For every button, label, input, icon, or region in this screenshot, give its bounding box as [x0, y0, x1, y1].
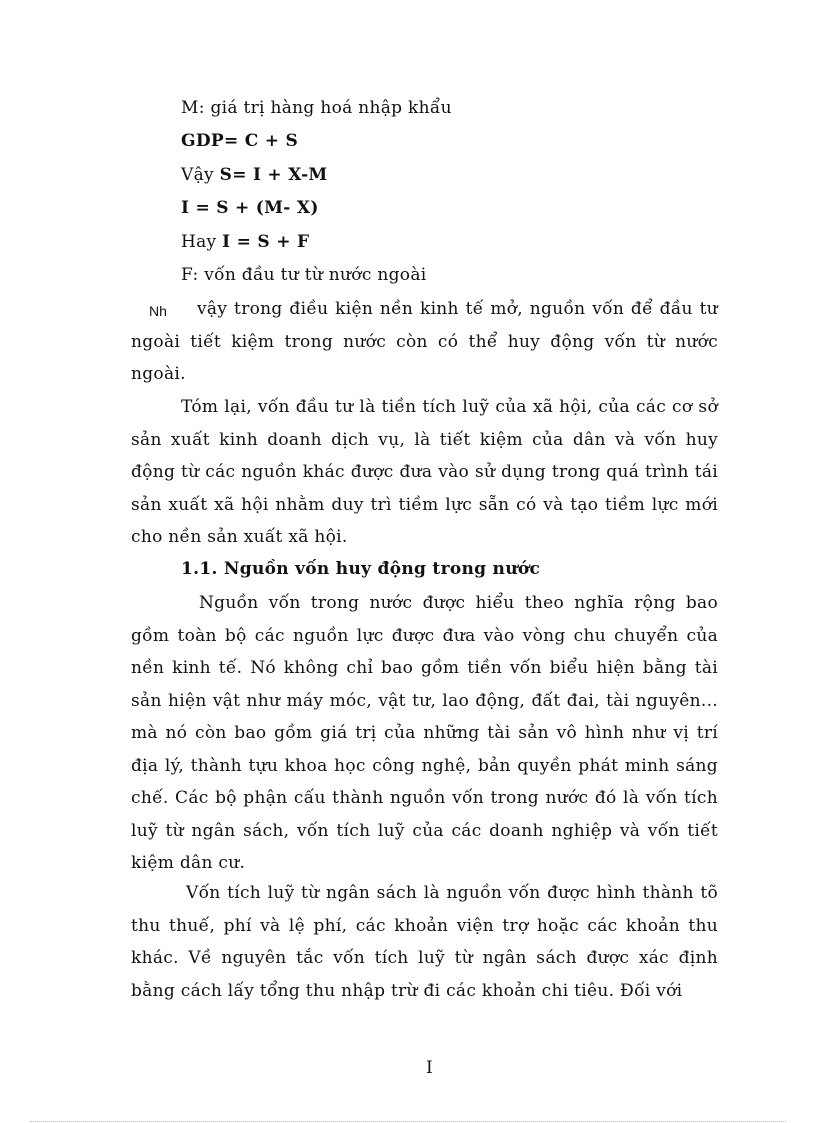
formula-m-definition: M: giá trị hàng hoá nhập khẩu	[181, 98, 452, 118]
paragraph-summary: Tóm lại, vốn đầu tư là tiền tích luỹ của xã hội, của các cơ sở sản xuất kinh doanh dịch vụ, là tiết kiệm của dân và vốn huy động từ các nguồn khác được đưa vào sử dụng trong quá trình tái sản xuất xã hội nhằm duy trì tiềm lực sẵn có và tạo tiềm lực mới cho nền sản xuất xã hội.	[131, 397, 718, 547]
formula-hay	[181, 231, 309, 253]
formula-vay-prefix: Vậy	[181, 165, 220, 185]
paragraph-domestic-capital: Nguồn vốn trong nước được hiểu theo nghĩa rộng bao gồm toàn bộ các nguồn lực được đưa vào vòng chu chuyển của nền kinh tế. Nó không chỉ bao gồm tiền vốn biểu hiện bằng tài sản hiện vật như máy móc, vật tư, lao động, đất đai, tài nguyên... mà nó còn bao gồm giá trị của những tài sản vô hình như vị trí địa lý, thành tựu khoa học công nghệ, bản quyền phát minh sáng chế. Các bộ phận cấu thành nguồn vốn trong nước đó là vốn tích luỹ từ ngân sách, vốn tích luỹ của các doanh nghiệp và vốn tiết kiệm dân cư.	[131, 593, 718, 873]
formula-gdp: GDP= C + S	[181, 131, 299, 151]
section-heading: 1.1. Nguồn vốn huy động trong nước	[181, 559, 541, 579]
formula-i-equation: I = S + (M- X)	[181, 198, 319, 218]
paragraph-fragment-nh: Nh	[149, 303, 167, 319]
paragraph-open-economy: vậy trong điều kiện nền kinh tế mở, nguồn vốn để đầu tư ngoài tiết kiệm trong nước còn có thể huy động vốn từ nước ngoài.	[131, 299, 718, 384]
page-number: I	[426, 1058, 433, 1078]
formula-f-definition: F: vốn đầu tư từ nước ngoài	[181, 265, 427, 285]
formula-vay	[181, 164, 328, 186]
footer-divider	[30, 1121, 786, 1122]
formula-i	[181, 197, 319, 219]
paragraph-budget-accumulation: Vốn tích luỹ từ ngân sách là nguồn vốn được hình thành tõ thu thuế, phí và lệ phí, các khoản viện trợ hoặc các khoản thu khác. Về nguyên tắc vốn tích luỹ từ ngân sách được xác định bằng cách lấy tổng thu nhập trừ đi các khoản chi tiêu. Đối với	[131, 883, 718, 1001]
formula-hay-prefix: Hay	[181, 232, 223, 252]
formula-vay-equation: S= I + X-M	[219, 165, 328, 185]
formula-hay-equation: I = S + F	[222, 232, 310, 252]
